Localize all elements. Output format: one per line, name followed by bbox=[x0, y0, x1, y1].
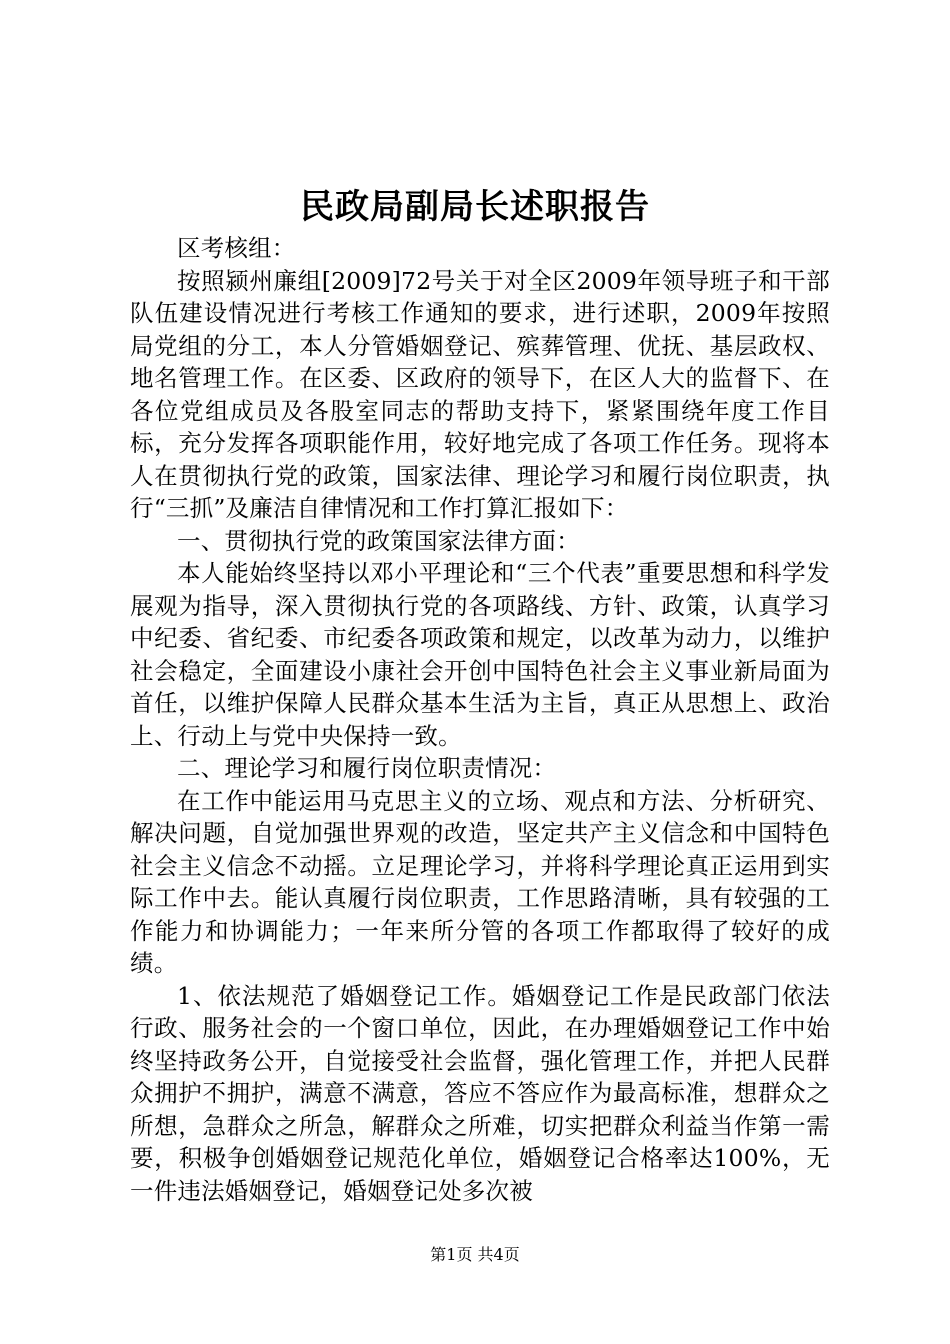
paragraph: 按照颍州廉组[2009]72号关于对全区2009年领导班子和干部队伍建设情况进行考核工作通知的要求，进行述职，2009年按照局党组的分工，本人分管婚姻登记、殡葬管理、优抚、基层政权、地名管理工作。在区委、区政府的领导下，在区人大的监督下、在各位党组成员及各股室同志的帮助支持下，紧紧围绕年度工作目标，充分发挥各项职能作用，较好地完成了各项工作任务。现将本人在贯彻执行党的政策，国家法律、理论学习和履行岗位职责，执行“三抓”及廉洁自律情况和工作打算汇报如下： bbox=[130, 266, 830, 522]
document-title: 民政局副局长述职报告 bbox=[300, 187, 650, 227]
paragraph: 1、依法规范了婚姻登记工作。婚姻登记工作是民政部门依法行政、服务社会的一个窗口单位，因此，在办理婚姻登记工作中始终坚持政务公开，自觉接受社会监督，强化管理工作，并把人民群众拥护不拥护，满意不满意，答应不答应作为最高标准，想群众之所想，急群众之所急，解群众之所难，切实把群众利益当作第一需要，积极争创婚姻登记规范化单位，婚姻登记合格率达100%，无一件违法婚姻登记，婚姻登记处多次被 bbox=[130, 981, 830, 1205]
paragraph: 本人能始终坚持以邓小平理论和“三个代表”重要思想和科学发展观为指导，深入贯彻执行党的各项路线、方针、政策，认真学习中纪委、省纪委、市纪委各项政策和规定，以改革为动力，以维护社会稳定，全面建设小康社会开创中国特色社会主义事业新局面为首任，以维护保障人民群众基本生活为主旨，真正从思想上、政治上、行动上与党中央保持一致。 bbox=[130, 559, 830, 750]
section-heading: 二、理论学习和履行岗位职责情况： bbox=[177, 754, 557, 782]
document-body bbox=[130, 232, 830, 1207]
section-heading: 一、贯彻执行党的政策国家法律方面： bbox=[177, 526, 580, 555]
paragraph: 在工作中能运用马克思主义的立场、观点和方法、分析研究、解决问题，自觉加强世界观的改造，坚定共产主义信念和中国特色社会主义信念不动摇。立足理论学习，并将科学理论真正运用到实际工作中去。能认真履行岗位职责，工作思路清晰，具有较强的工作能力和协调能力；一年来所分管的各项工作都取得了较好的成绩。 bbox=[130, 786, 830, 977]
page-number-footer: 第1页 共4页 bbox=[430, 1245, 520, 1264]
salutation: 区考核组： bbox=[177, 234, 296, 262]
